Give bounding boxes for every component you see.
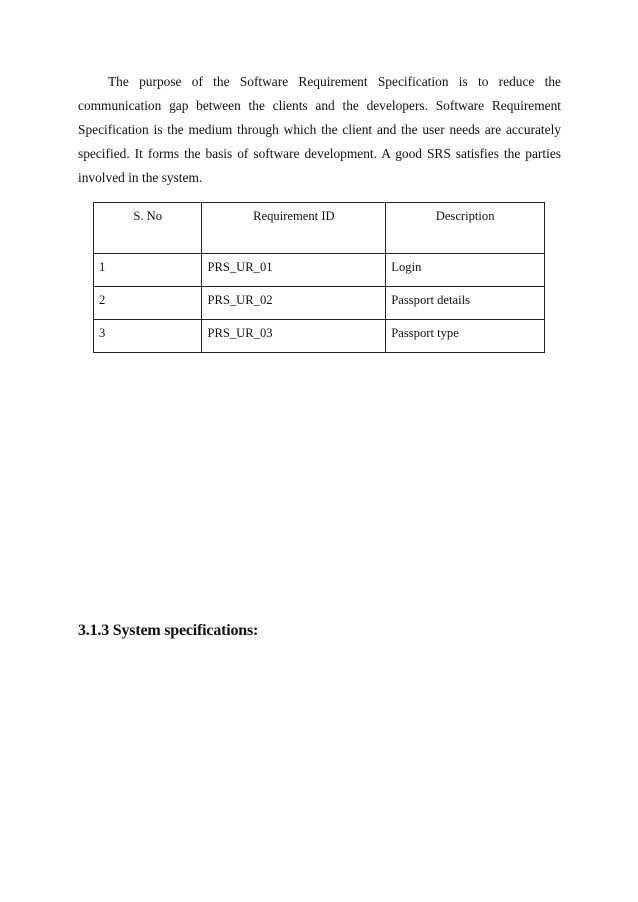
- requirements-table: [93, 202, 545, 353]
- cell-requirement-id: PRS_UR_01: [202, 254, 386, 287]
- cell-description: Passport type: [386, 320, 545, 353]
- header-sno: S. No: [94, 203, 202, 254]
- table-row: [94, 320, 545, 353]
- table-row: [94, 287, 545, 320]
- intro-paragraph: The purpose of the Software Requirement Specification is to reduce the communication gap between the clients and the developers. Software Requirement Specification is the medium through which the client and the user needs are accurately specified. It forms the basis of software development. A good SRS satisfies the parties involved in the system.: [78, 74, 561, 185]
- cell-description: Passport details: [386, 287, 545, 320]
- cell-requirement-id: PRS_UR_02: [202, 287, 386, 320]
- cell-description: Login: [386, 254, 545, 287]
- cell-sno: 3: [94, 320, 202, 353]
- cell-requirement-id: PRS_UR_03: [202, 320, 386, 353]
- cell-sno: 2: [94, 287, 202, 320]
- table-row: [94, 254, 545, 287]
- cell-sno: 1: [94, 254, 202, 287]
- header-description: Description: [386, 203, 545, 254]
- section-heading: 3.1.3 System specifications:: [78, 622, 259, 639]
- table-header-row: [94, 203, 545, 254]
- header-requirement-id: Requirement ID: [202, 203, 386, 254]
